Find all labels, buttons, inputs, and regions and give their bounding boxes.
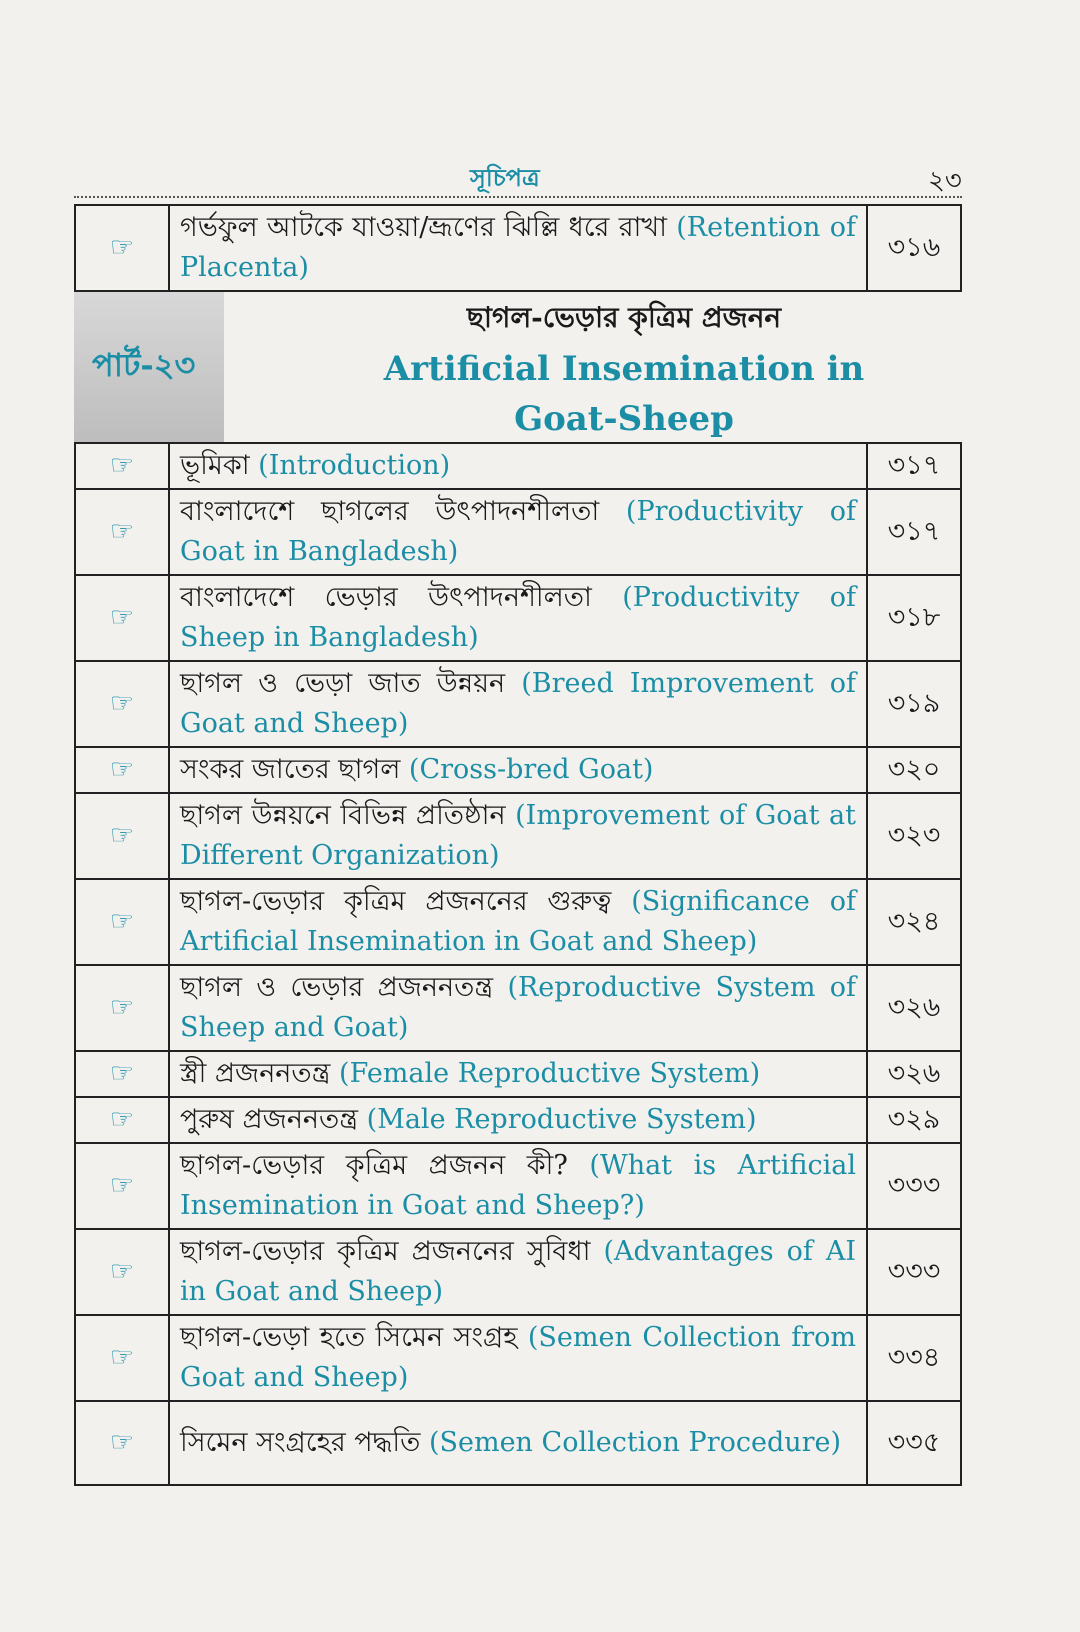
toc-row bbox=[75, 879, 961, 965]
toc-entry-text bbox=[169, 661, 867, 747]
pointing-hand-icon: ☞ bbox=[75, 575, 169, 661]
entry-title-en: (Breed Improvement of Goat and Sheep) bbox=[180, 668, 856, 739]
toc-body bbox=[75, 443, 961, 1485]
toc-row bbox=[75, 1143, 961, 1229]
toc-row bbox=[75, 1401, 961, 1485]
entry-title-bn: ছাগল-ভেড়া হতে সিমেন সংগ্রহ bbox=[180, 1322, 518, 1353]
toc-table-main bbox=[74, 442, 962, 1486]
toc-entry-text bbox=[169, 747, 867, 793]
entry-page-number: ৩৩৩ bbox=[867, 1143, 961, 1229]
entry-page-number: ৩১৮ bbox=[867, 575, 961, 661]
entry-title-bn: সিমেন সংগ্রহের পদ্ধতি bbox=[180, 1427, 421, 1458]
entry-title-bn: পুরুষ প্রজননতন্ত্র bbox=[180, 1104, 359, 1135]
pointing-hand-icon: ☞ bbox=[75, 747, 169, 793]
toc-row bbox=[75, 1229, 961, 1315]
pointing-hand-icon: ☞ bbox=[75, 661, 169, 747]
entry-title-en: (Male Reproductive System) bbox=[366, 1104, 757, 1135]
toc-row bbox=[75, 1051, 961, 1097]
entry-page-number: ৩৩৫ bbox=[867, 1401, 961, 1485]
part-label: পার্ট-২৩ bbox=[92, 346, 196, 384]
toc-entry-text bbox=[169, 1229, 867, 1315]
entry-page-number: ৩২৪ bbox=[867, 879, 961, 965]
toc-row bbox=[75, 1097, 961, 1143]
entry-title-en: (Reproductive System of Sheep and Goat) bbox=[180, 972, 856, 1043]
entry-title-bn: স্ত্রী প্রজননতন্ত্র bbox=[180, 1058, 331, 1089]
part-title-en-line1: Artificial Insemination in bbox=[383, 349, 865, 389]
part-heading bbox=[74, 292, 962, 458]
toc-row bbox=[75, 793, 961, 879]
toc-row bbox=[75, 489, 961, 575]
entry-title-bn: ছাগল ও ভেড়া জাত উন্নয়ন bbox=[180, 668, 506, 699]
entry-title-en: (Improvement of Goat at Different Organization) bbox=[180, 800, 856, 871]
part-title-en-line2: Goat-Sheep bbox=[514, 399, 734, 439]
toc-entry-text bbox=[169, 443, 867, 489]
header-divider bbox=[74, 196, 962, 198]
page-header-title: সূচিপত্র bbox=[470, 163, 540, 192]
entry-title-en: (Productivity of Goat in Bangladesh) bbox=[180, 496, 857, 567]
entry-title-bn: ছাগল-ভেড়ার কৃত্রিম প্রজননের গুরুত্ব bbox=[180, 886, 612, 917]
entry-title-en: (What is Artificial Insemination in Goat and Sheep?) bbox=[180, 1150, 856, 1221]
toc-entry-text bbox=[169, 965, 867, 1051]
entry-page-number: ৩২৬ bbox=[867, 965, 961, 1051]
pointing-hand-icon: ☞ bbox=[75, 879, 169, 965]
entry-title-bn: ছাগল উন্নয়নে বিভিন্ন প্রতিষ্ঠান bbox=[180, 800, 506, 831]
pointing-hand-icon: ☞ bbox=[75, 1401, 169, 1485]
toc-entry-text bbox=[169, 1051, 867, 1097]
pointing-hand-icon: ☞ bbox=[75, 205, 169, 291]
entry-title-en: (Advantages of AI in Goat and Sheep) bbox=[180, 1236, 856, 1307]
entry-title-bn: সংকর জাতের ছাগল bbox=[180, 754, 401, 785]
toc-row bbox=[75, 661, 961, 747]
pointing-hand-icon: ☞ bbox=[75, 1097, 169, 1143]
toc-row bbox=[75, 747, 961, 793]
entry-page-number: ৩২৩ bbox=[867, 793, 961, 879]
pointing-hand-icon: ☞ bbox=[75, 1315, 169, 1401]
toc-row bbox=[75, 205, 961, 291]
part-title-bn: ছাগল-ভেড়ার কৃত্রিম প্রজনন bbox=[466, 301, 782, 334]
toc-entry-text bbox=[169, 1097, 867, 1143]
toc-entry-text bbox=[169, 1401, 867, 1485]
toc-row bbox=[75, 575, 961, 661]
entry-title-en: (Significance of Artificial Insemination in Goat and Sheep) bbox=[180, 886, 856, 957]
toc-row bbox=[75, 965, 961, 1051]
pointing-hand-icon: ☞ bbox=[75, 965, 169, 1051]
entry-page-number: ৩১৭ bbox=[867, 489, 961, 575]
toc-entry-text bbox=[169, 575, 867, 661]
entry-title-en: (Productivity of Sheep in Bangladesh) bbox=[180, 582, 856, 653]
toc-entry-text bbox=[169, 793, 867, 879]
entry-title-bn: ছাগল-ভেড়ার কৃত্রিম প্রজনন কী? bbox=[180, 1150, 568, 1181]
entry-page-number: ৩৩৪ bbox=[867, 1315, 961, 1401]
toc-row bbox=[75, 1315, 961, 1401]
entry-page-number: ৩২৬ bbox=[867, 1051, 961, 1097]
toc-entry-text bbox=[169, 1143, 867, 1229]
entry-title-en: (Semen Collection Procedure) bbox=[428, 1427, 842, 1458]
entry-title-en: (Cross-bred Goat) bbox=[408, 754, 654, 785]
entry-title-bn: ভূমিকা bbox=[180, 450, 250, 481]
entry-page-number: ৩৩৩ bbox=[867, 1229, 961, 1315]
entry-title-bn: বাংলাদেশে ভেড়ার উৎপাদনশীলতা bbox=[180, 582, 592, 613]
part-title-en bbox=[274, 344, 974, 444]
entry-title-bn: ছাগল ও ভেড়ার প্রজননতন্ত্র bbox=[180, 972, 494, 1003]
toc-entry-text bbox=[169, 1315, 867, 1401]
pointing-hand-icon: ☞ bbox=[75, 1143, 169, 1229]
entry-page-number: ৩২০ bbox=[867, 747, 961, 793]
toc-entry-text bbox=[169, 205, 867, 291]
entry-title-en: (Semen Collection from Goat and Sheep) bbox=[180, 1322, 856, 1393]
toc-row bbox=[75, 443, 961, 489]
pointing-hand-icon: ☞ bbox=[75, 1229, 169, 1315]
pointing-hand-icon: ☞ bbox=[75, 489, 169, 575]
entry-title-en: (Female Reproductive System) bbox=[339, 1058, 761, 1089]
entry-page-number: ৩১৭ bbox=[867, 443, 961, 489]
entry-page-number: ৩২৯ bbox=[867, 1097, 961, 1143]
entry-page-number: ৩১৯ bbox=[867, 661, 961, 747]
entry-title-en: (Retention of Placenta) bbox=[180, 212, 856, 283]
toc-entry-text bbox=[169, 489, 867, 575]
pointing-hand-icon: ☞ bbox=[75, 443, 169, 489]
page-number: ২৩ bbox=[928, 166, 962, 196]
entry-title-bn: গর্ভফুল আটকে যাওয়া/ভ্রূণের ঝিল্লি ধরে রাখা bbox=[180, 212, 667, 243]
entry-title-bn: বাংলাদেশে ছাগলের উৎপাদনশীলতা bbox=[180, 496, 600, 527]
entry-title-bn: ছাগল-ভেড়ার কৃত্রিম প্রজননের সুবিধা bbox=[180, 1236, 591, 1267]
pointing-hand-icon: ☞ bbox=[75, 793, 169, 879]
entry-page-number: ৩১৬ bbox=[867, 205, 961, 291]
toc-entry-text bbox=[169, 879, 867, 965]
entry-title-en: (Introduction) bbox=[258, 450, 451, 481]
pointing-hand-icon: ☞ bbox=[75, 1051, 169, 1097]
toc-table-top bbox=[74, 204, 962, 292]
